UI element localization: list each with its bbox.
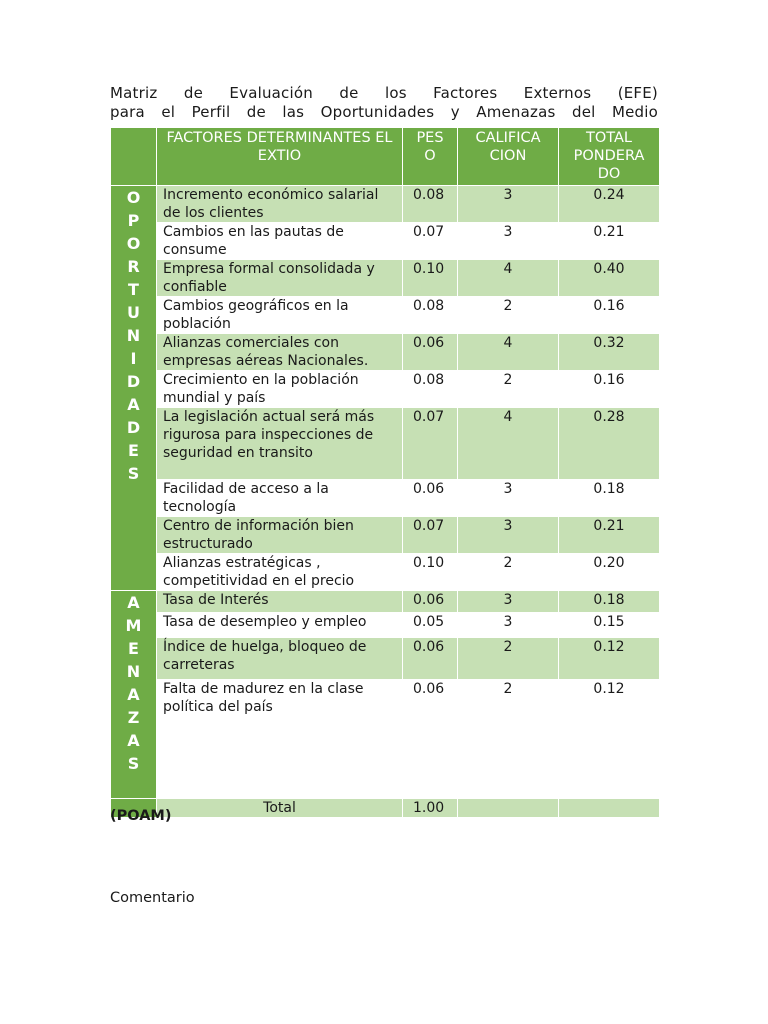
total-cell: 0.40 [559, 260, 660, 297]
group-letter: Z [127, 708, 140, 727]
header-calificacion: CALIFICA CION [458, 128, 559, 186]
peso-cell: 0.10 [403, 554, 458, 591]
factor-cell: Facilidad de acceso a la tecnología [157, 480, 403, 517]
peso-cell: 0.06 [403, 638, 458, 680]
peso-cell: 0.06 [403, 480, 458, 517]
calificacion-cell: 3 [458, 186, 559, 223]
group-letter: E [128, 441, 139, 460]
total-calificacion [458, 799, 559, 818]
comment-label: Comentario [110, 890, 195, 906]
total-ponderado [559, 799, 660, 818]
peso-cell: 0.08 [403, 297, 458, 334]
peso-cell: 0.07 [403, 408, 458, 480]
table-row [111, 638, 660, 680]
factor-cell: Tasa de desempleo y empleo [157, 613, 403, 638]
calificacion-cell: 3 [458, 480, 559, 517]
table-row [111, 260, 660, 297]
factor-cell: La legislación actual será más rigurosa para inspecciones de seguridad en transito [157, 408, 403, 480]
total-peso: 1.00 [403, 799, 458, 818]
factor-cell: Cambios en las pautas de consume [157, 223, 403, 260]
peso-cell: 0.06 [403, 334, 458, 371]
title-line-2: para el Perfil de las Oportunidades y Amenazas del Medio [110, 103, 658, 121]
total-cell: 0.15 [559, 613, 660, 638]
factor-cell: Alianzas comerciales con empresas aéreas Nacionales. [157, 334, 403, 371]
calificacion-cell: 4 [458, 334, 559, 371]
table-row [111, 334, 660, 371]
group-letter: P [127, 211, 140, 230]
calificacion-cell: 4 [458, 408, 559, 480]
factor-cell: Crecimiento en la población mundial y país [157, 371, 403, 408]
table-row [111, 613, 660, 638]
calificacion-cell: 2 [458, 371, 559, 408]
header-blank-cell [111, 128, 157, 186]
group-letter: E [128, 639, 139, 658]
table-row [111, 517, 660, 554]
total-row [111, 799, 660, 818]
factor-cell: Cambios geográficos en la población [157, 297, 403, 334]
group-letter: O [126, 188, 141, 207]
group-letter: D [126, 418, 141, 437]
calificacion-cell: 4 [458, 260, 559, 297]
total-cell: 0.16 [559, 371, 660, 408]
total-cell: 0.21 [559, 517, 660, 554]
calificacion-cell: 3 [458, 613, 559, 638]
calificacion-cell: 3 [458, 223, 559, 260]
poam-label: (POAM) [110, 808, 172, 824]
group-letter: N [126, 326, 141, 345]
factor-cell: Tasa de Interés [157, 591, 403, 613]
group-letter: S [127, 754, 140, 773]
peso-cell: 0.07 [403, 517, 458, 554]
total-label: Total [157, 799, 403, 818]
peso-cell: 0.07 [403, 223, 458, 260]
group-letter: D [126, 372, 141, 391]
calificacion-cell: 3 [458, 591, 559, 613]
calificacion-cell: 2 [458, 297, 559, 334]
header-total-ponderado: TOTAL PONDERA DO [559, 128, 660, 186]
factor-cell: Empresa formal consolidada y confiable [157, 260, 403, 297]
peso-cell: 0.08 [403, 371, 458, 408]
group-label-oportunidades [111, 186, 157, 591]
group-letter: N [126, 662, 141, 681]
table-row [111, 408, 660, 480]
table-row [111, 223, 660, 260]
group-letter: O [126, 234, 141, 253]
group-letter: I [130, 349, 137, 368]
efe-matrix-table [110, 128, 660, 818]
title-line-1: Matriz de Evaluación de los Factores Externos (EFE) [110, 84, 658, 102]
table-row [111, 591, 660, 613]
group-label-amenazas [111, 591, 157, 799]
group-letter: A [127, 593, 140, 612]
group-letter: S [127, 464, 140, 483]
peso-cell: 0.08 [403, 186, 458, 223]
table-row [111, 186, 660, 223]
group-letter: A [127, 395, 140, 414]
factor-cell: Incremento económico salarial de los clientes [157, 186, 403, 223]
table-body [111, 186, 660, 818]
factor-cell: Índice de huelga, bloqueo de carreteras [157, 638, 403, 680]
document-title [110, 84, 658, 122]
peso-cell: 0.06 [403, 591, 458, 613]
group-letter: R [127, 257, 140, 276]
total-cell: 0.16 [559, 297, 660, 334]
group-letter: T [128, 280, 139, 299]
total-cell: 0.12 [559, 638, 660, 680]
table-row [111, 371, 660, 408]
factor-cell: Falta de madurez en la clase política del país [157, 680, 403, 799]
factor-cell: Centro de información bien estructurado [157, 517, 403, 554]
total-cell: 0.20 [559, 554, 660, 591]
table-row [111, 480, 660, 517]
peso-cell: 0.06 [403, 680, 458, 799]
table-row [111, 680, 660, 799]
header-peso: PES O [403, 128, 458, 186]
table-header-row [111, 128, 660, 186]
total-cell: 0.24 [559, 186, 660, 223]
total-cell: 0.18 [559, 480, 660, 517]
table-row [111, 554, 660, 591]
peso-cell: 0.10 [403, 260, 458, 297]
total-cell: 0.18 [559, 591, 660, 613]
header-factors: FACTORES DETERMINANTES EL EXTIO [157, 128, 403, 186]
group-letter: U [127, 303, 140, 322]
calificacion-cell: 2 [458, 554, 559, 591]
calificacion-cell: 2 [458, 638, 559, 680]
calificacion-cell: 2 [458, 680, 559, 799]
total-cell: 0.32 [559, 334, 660, 371]
group-letter: A [127, 731, 140, 750]
group-letter: A [127, 685, 140, 704]
total-cell: 0.28 [559, 408, 660, 480]
group-letter: M [125, 616, 142, 635]
table-row [111, 297, 660, 334]
calificacion-cell: 3 [458, 517, 559, 554]
peso-cell: 0.05 [403, 613, 458, 638]
factor-cell: Alianzas estratégicas , competitividad en el precio [157, 554, 403, 591]
total-cell: 0.12 [559, 680, 660, 799]
total-cell: 0.21 [559, 223, 660, 260]
